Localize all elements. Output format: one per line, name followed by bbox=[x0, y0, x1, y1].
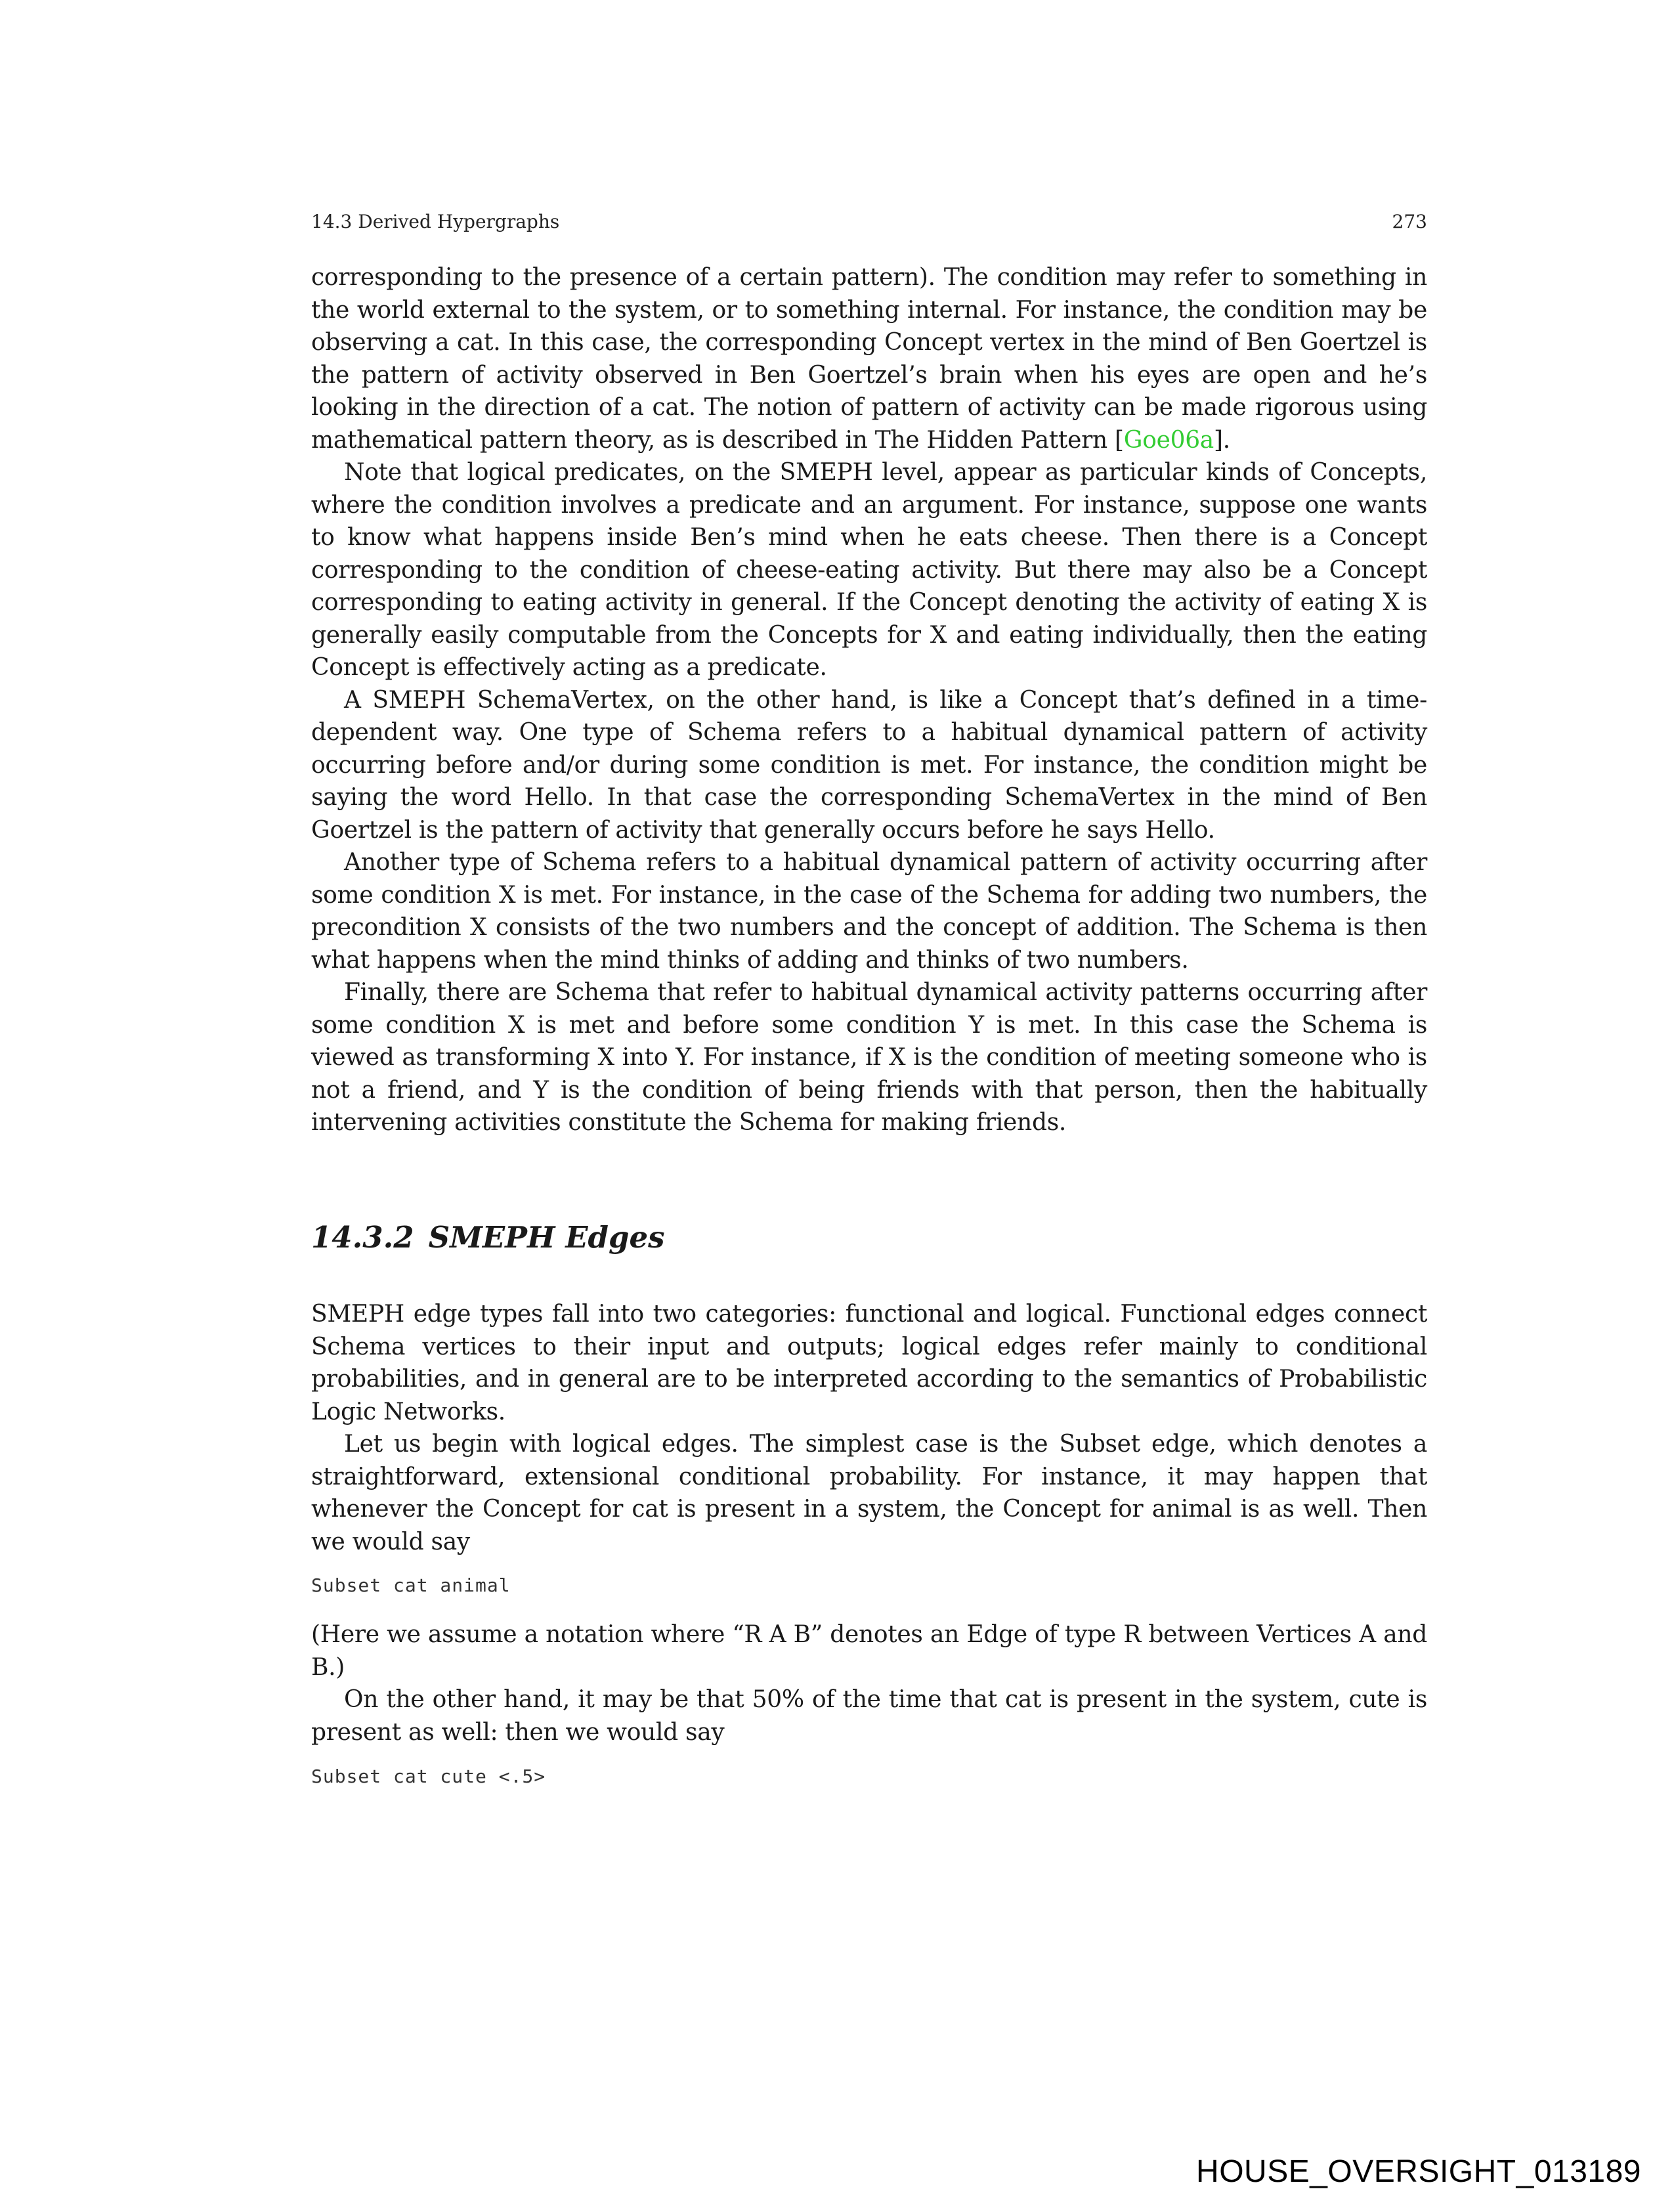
paragraph-continued bbox=[311, 261, 1427, 456]
paragraph: Let us begin with logical edges. The simplest case is the Subset edge, which denotes a straightforward, extensional conditional probability. For instance, it may happen that whenever the Concept for cat is present in a system, the Concept for animal is as well. Then we would say bbox=[311, 1431, 1427, 1555]
paragraph-text: corresponding to the presence of a certain pattern). The condition may refer to something in the world external to the system, or to something internal. For instance, the condition may be observing a cat. In this case, the corresponding Concept vertex in the mind of Ben Goertzel is the pattern of activity observed in Ben Goertzel’s brain when his eyes are open and he’s looking in the direction of a cat. The notion of pattern of activity can be made rigorous using mathematical pattern theory, as is described in The Hidden Pattern [ bbox=[311, 264, 1427, 454]
code-example: Subset cat animal bbox=[311, 1574, 511, 1596]
section-heading bbox=[311, 1218, 664, 1257]
paragraph: Note that logical predicates, on the SMEPH level, appear as particular kinds of Concepts, where the condition involves a predicate and an argument. For instance, suppose one wants to know what happens inside Ben’s mind when he eats cheese. Then there is a Concept corresponding to the condition of cheese-eating activity. But there may also be a Concept corresponding to eating activity in general. If the Concept denoting the activity of eating X is generally easily computable from the Concepts for X and eating individually, then the eating Concept is effectively acting as a predicate. bbox=[311, 459, 1427, 681]
paragraph: (Here we assume a notation where “R A B” denotes an Edge of type R between Vertices A and B.) bbox=[311, 1621, 1427, 1681]
page-number: 273 bbox=[1392, 211, 1427, 232]
paragraph: SMEPH edge types fall into two categories: functional and logical. Functional edges connect Schema vertices to their input and outputs; logical edges refer mainly to conditional probabilities, and in general are to be interpreted according to the semantics of Probabilistic Logic Networks. bbox=[311, 1301, 1427, 1425]
code-example: Subset cat cute <.5> bbox=[311, 1766, 546, 1787]
bates-stamp: HOUSE_OVERSIGHT_013189 bbox=[1196, 2154, 1641, 2189]
section-title: SMEPH Edges bbox=[428, 1220, 665, 1255]
section-number: 14.3.2 bbox=[311, 1220, 414, 1255]
paragraph-text: ]. bbox=[1213, 426, 1230, 454]
body-text-block-1 bbox=[311, 261, 1427, 1139]
running-header bbox=[311, 209, 1427, 235]
body-text-block-2 bbox=[311, 1298, 1427, 1558]
body-text-block-3 bbox=[311, 1618, 1427, 1748]
citation-link[interactable]: Goe06a bbox=[1123, 426, 1214, 454]
paragraph: Finally, there are Schema that refer to habitual dynamical activity patterns occurring after some condition X is met and before some condition Y is met. In this case the Schema is viewed as transforming X into Y. For instance, if X is the condition of meeting someone who is not a friend, and Y is the condition of being friends with that person, then the habitually intervening activities constitute the Schema for making friends. bbox=[311, 979, 1427, 1136]
paragraph: A SMEPH SchemaVertex, on the other hand, is like a Concept that’s defined in a time-dependent way. One type of Schema refers to a habitual dynamical pattern of activity occurring before and/or during some condition is met. For instance, the condition might be saying the word Hello. In that case the corresponding SchemaVertex in the mind of Ben Goertzel is the pattern of activity that generally occurs before he says Hello. bbox=[311, 686, 1427, 844]
running-header-section: 14.3 Derived Hypergraphs bbox=[311, 211, 560, 232]
paragraph: Another type of Schema refers to a habitual dynamical pattern of activity occurring after some condition X is met. For instance, in the case of the Schema for adding two numbers, the precondition X consists of the two numbers and the concept of addition. The Schema is then what happens when the mind thinks of adding and thinks of two numbers. bbox=[311, 849, 1427, 974]
paragraph: On the other hand, it may be that 50% of the time that cat is present in the system, cute is present as well: then we would say bbox=[311, 1686, 1427, 1746]
